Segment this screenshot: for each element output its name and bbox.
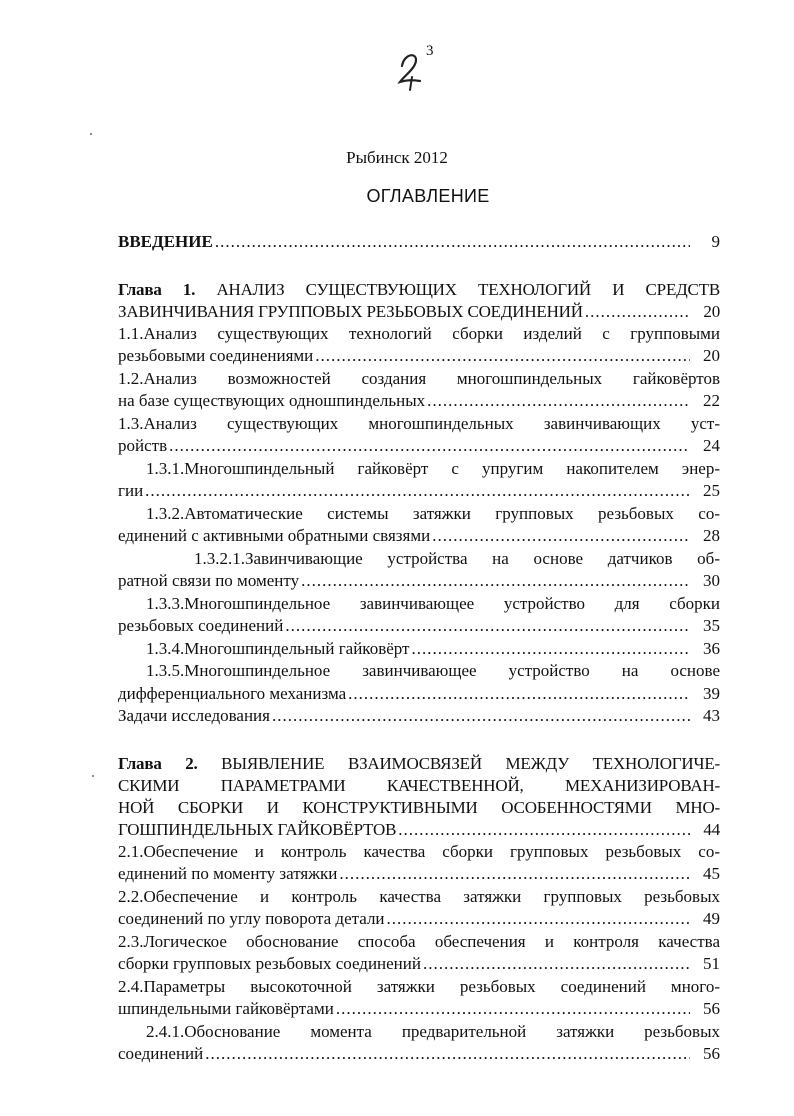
chapter-1-title-line1: АНАЛИЗ СУЩЕСТВУЮЩИХ ТЕХНОЛОГИЙ И СРЕДСТВ (216, 279, 720, 299)
leader-dots (215, 231, 690, 254)
leader-dots (315, 345, 690, 368)
entry-text-end: Задачи исследования (118, 706, 270, 725)
table-of-contents (118, 231, 720, 1066)
entry-text-end: резьбовых соединений (118, 616, 284, 635)
leader-dots (169, 435, 690, 458)
entry-text: 1.3.1.Многошпиндельный гайковёрт с упругим накопителем энер- (146, 458, 720, 478)
chapter-2-title-line3: НОЙ СБОРКИ И КОНСТРУКТИВНЫМИ ОСОБЕННОСТЯМИ МНО- (118, 797, 720, 817)
entry-text: 1.3.2.1.Завинчивающие устройства на основе датчиков об- (194, 548, 720, 568)
page-ref: 20 (703, 346, 720, 365)
entry-text-end: дифференциального механизма (118, 683, 347, 703)
leader-dots (423, 953, 690, 976)
entry-text: 2.1.Обеспечение и контроль качества сборки групповых резьбовых со- (118, 841, 720, 861)
page-ref: 56 (703, 999, 720, 1018)
toc-item-2-2[interactable] (118, 886, 720, 931)
entry-text-end: резьбовыми соединениями (118, 346, 314, 365)
page-ref: 44 (703, 819, 720, 839)
page-number: 3 (426, 43, 434, 59)
leader-dots (585, 301, 690, 323)
toc-item-1-3-3[interactable] (118, 593, 720, 638)
leader-dots (339, 863, 690, 886)
page-ref: 30 (703, 571, 720, 590)
spacer (118, 728, 720, 753)
page-ref: 22 (703, 391, 720, 410)
page-ref: 43 (703, 706, 720, 725)
page-ref: 49 (703, 909, 720, 928)
entry-text-end: единений по моменту затяжки (118, 864, 338, 883)
toc-item-2-1[interactable] (118, 841, 720, 886)
toc-item-1-3[interactable] (118, 413, 720, 458)
leader-dots (301, 570, 690, 593)
page-ref: 28 (703, 526, 720, 545)
toc-item-1-1[interactable] (118, 323, 720, 368)
page-ref: 9 (711, 232, 720, 251)
entry-text: 1.3.Анализ существующих многошпиндельных завинчивающих уст- (118, 413, 720, 433)
entry-text-end: соединений по углу поворота детали (118, 909, 385, 928)
chapter-2-title-line2: СКИМИ ПАРАМЕТРАМИ КАЧЕСТВЕННОЙ, МЕХАНИЗИРОВАН- (118, 775, 720, 795)
page-ref: 56 (703, 1044, 720, 1063)
entry-text-end: ратной связи по моменту (118, 571, 300, 590)
leader-dots (272, 705, 690, 728)
entry-text-end: шпиндельными гайковёртами (118, 999, 334, 1018)
page-ref: 35 (703, 616, 720, 635)
page-ref: 39 (703, 683, 720, 703)
entry-text: 1.3.5.Многошпиндельное завинчивающее устройство на основе (146, 661, 720, 680)
entry-text-end: единений с активными обратными связями (118, 526, 431, 545)
intro-label: ВВЕДЕНИЕ (118, 232, 213, 251)
toc-item-2-3[interactable] (118, 931, 720, 976)
leader-dots (348, 683, 690, 706)
scan-speck (90, 133, 92, 135)
leader-dots (432, 525, 690, 548)
toc-title: ОГЛАВЛЕНИЕ (366, 186, 490, 206)
entry-text-end: на базе существующих одношпиндельных (118, 391, 426, 410)
toc-item-1-3-2[interactable] (118, 503, 720, 548)
spacer (118, 254, 720, 279)
page-ref: 45 (703, 864, 720, 883)
toc-entry-intro[interactable] (118, 231, 720, 254)
entry-text: 2.4.Параметры высокоточной затяжки резьбовых соединений много- (118, 976, 720, 996)
chapter-1-label: Глава 1. (118, 279, 196, 299)
chapter-2-title-line1: ВЫЯВЛЕНИЕ ВЗАИМОСВЯЗЕЙ МЕЖДУ ТЕХНОЛОГИЧЕ- (221, 753, 720, 773)
toc-item-1-3-5[interactable] (118, 660, 720, 705)
toc-item-2-4-1[interactable] (118, 1021, 720, 1066)
entry-text: 1.3.2.Автоматические системы затяжки групповых резьбовых со- (146, 503, 720, 523)
leader-dots (387, 908, 690, 931)
page-ref: 24 (703, 436, 720, 455)
page-ref: 51 (703, 954, 720, 973)
entry-text-end: соединений (118, 1044, 204, 1063)
scan-speck (92, 775, 94, 777)
toc-item-1-3-2-1[interactable] (118, 548, 720, 593)
page-ref: 36 (703, 638, 720, 658)
toc-item-research-tasks[interactable] (118, 705, 720, 728)
chapter-1-title-line2: ЗАВИНЧИВАНИЯ ГРУППОВЫХ РЕЗЬБОВЫХ СОЕДИНЕНИЙ (118, 301, 583, 321)
entry-text-end: сборки групповых резьбовых соединений (118, 954, 421, 973)
toc-item-2-4[interactable] (118, 976, 720, 1021)
entry-text-end: 1.3.4.Многошпиндельный гайковёрт (146, 638, 410, 658)
leader-dots (145, 480, 690, 503)
leader-dots (285, 615, 690, 638)
entry-text: 1.1.Анализ существующих технологий сборки изделий с групповыми (118, 323, 720, 343)
leader-dots (427, 390, 690, 413)
entry-text: 2.4.1.Обоснование момента предварительной затяжки резьбовых (146, 1021, 720, 1041)
page-ref: 25 (703, 481, 720, 500)
chapter-2-label: Глава 2. (118, 753, 198, 773)
entry-text: 2.2.Обеспечение и контроль качества затяжки групповых резьбовых (118, 886, 720, 906)
entry-text: 2.3.Логическое обоснование способа обеспечения и контроля качества (118, 931, 720, 951)
city-year: Рыбинск 2012 (346, 148, 448, 167)
leader-dots (205, 1043, 690, 1066)
chapter-2-title-line4: ГОШПИНДЕЛЬНЫХ ГАЙКОВЁРТОВ (118, 819, 397, 839)
leader-dots (411, 638, 690, 661)
toc-chapter-2[interactable] (118, 753, 720, 841)
toc-item-1-3-4[interactable] (118, 638, 720, 661)
entry-text: 1.3.3.Многошпиндельное завинчивающее устройство для сборки (146, 593, 720, 613)
entry-text: 1.2.Анализ возможностей создания многошпиндельных гайковёртов (118, 368, 720, 388)
page-ref: 20 (703, 301, 720, 321)
leader-dots (336, 998, 690, 1021)
toc-chapter-1[interactable] (118, 279, 720, 323)
toc-item-1-2[interactable] (118, 368, 720, 413)
entry-text-end: гии (118, 481, 144, 500)
leader-dots (398, 819, 690, 841)
toc-item-1-3-1[interactable] (118, 458, 720, 503)
entry-text-end: ройств (118, 436, 168, 455)
